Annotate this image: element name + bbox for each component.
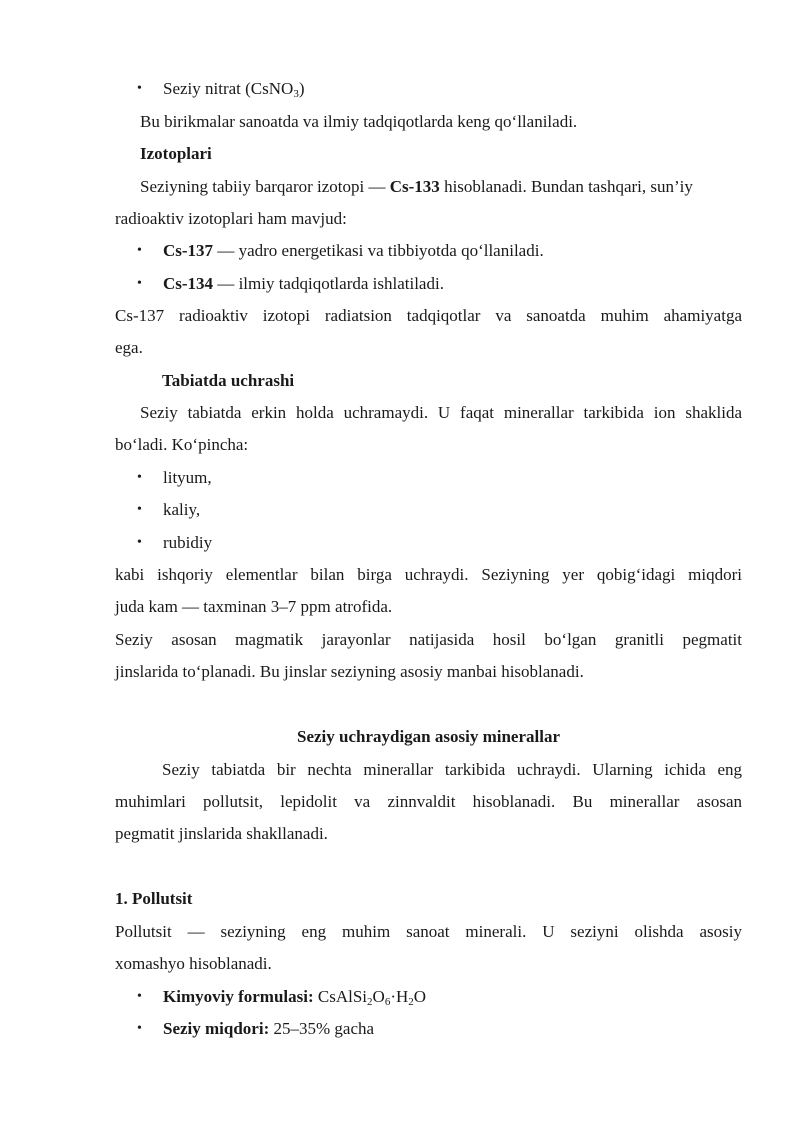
- list-item-cs137: [163, 241, 544, 261]
- paragraph-tabiatda-line2: bo‘ladi. Ko‘pincha:: [115, 435, 249, 454]
- heading-text: Izotoplari: [140, 144, 212, 163]
- paragraph-magmatik-line1: Seziy asosan magmatik jarayonlar natijasida hosil bo‘lgan granitli pegmatit: [115, 630, 742, 649]
- section-heading-minerallar: [115, 727, 742, 747]
- paragraph-pollutsit-line1: Pollutsit — seziyning eng muhim sanoat minerali. U seziyni olishda asosiy: [115, 922, 742, 941]
- formula-part: O: [413, 987, 427, 1006]
- bullet-icon: •: [137, 470, 142, 485]
- text-span: hisoblanadi. Bundan tashqari, sun’iy: [439, 177, 693, 196]
- list-item-cesium-nitrate: [163, 79, 305, 99]
- paragraph-minerallar-line1: Seziy tabiatda bir nechta minerallar tarkibida uchraydi. Ularning ichida eng: [162, 760, 742, 779]
- paragraph-compounds: Bu birikmalar sanoatda va ilmiy tadqiqotlarda keng qo‘llaniladi.: [140, 112, 578, 131]
- bold-label: Seziy miqdori:: [163, 1019, 270, 1038]
- paragraph-cs137-line2: ega.: [115, 338, 143, 357]
- list-item-kaliy: kaliy,: [163, 500, 201, 519]
- paragraph-minerallar-line2: muhimlari pollutsit, lepidolit va zinnvaldit hisoblanadi. Bu minerallar asosan: [115, 792, 742, 811]
- section-heading-izotoplari: [140, 144, 212, 164]
- list-item-rubidiy: rubidiy: [163, 533, 213, 552]
- bullet-icon: •: [137, 989, 142, 1004]
- list-item-cs134: [163, 274, 444, 294]
- bullet-icon: •: [137, 502, 142, 517]
- paragraph-tabiatda-line1: Seziy tabiatda erkin holda uchramaydi. U faqat minerallar tarkibida ion shaklida: [140, 403, 742, 422]
- subscript: 3: [293, 88, 299, 100]
- list-item-amount: [163, 1019, 374, 1039]
- heading-text: 1. Pollutsit: [115, 889, 193, 908]
- list-item-formula: [163, 987, 426, 1007]
- subscript: 6: [384, 996, 391, 1008]
- paragraph-ishqoriy-line1: kabi ishqoriy elementlar bilan birga uchraydi. Seziyning yer qobig‘idagi miqdori: [115, 565, 742, 584]
- list-item-text: Seziy nitrat (CsNO: [163, 79, 294, 98]
- heading-text: Tabiatda uchrashi: [162, 371, 295, 390]
- paragraph-ishqoriy-line2: juda kam — taxminan 3–7 ppm atrofida.: [115, 597, 393, 616]
- paragraph-cs137-line1: Cs-137 radioaktiv izotopi radiatsion tadqiqotlar va sanoatda muhim ahamiyatga: [115, 306, 742, 325]
- subscript: 2: [367, 996, 373, 1008]
- section-heading-tabiatda: [162, 371, 294, 391]
- bold-text: Cs-137: [163, 241, 214, 260]
- text-span: 25–35% gacha: [273, 1019, 375, 1038]
- formula-part: O: [372, 987, 385, 1006]
- bullet-icon: •: [137, 243, 142, 258]
- text-span: — ilmiy tadqiqotlarda ishlatiladi.: [213, 274, 444, 293]
- list-item-lityum: lityum,: [163, 468, 212, 487]
- section-heading-pollutsit: [115, 889, 192, 909]
- formula-part: CsAlSi: [317, 987, 368, 1006]
- formula-part: ·H: [390, 987, 409, 1006]
- bullet-icon: •: [137, 276, 142, 291]
- heading-text: Seziy uchraydigan asosiy minerallar: [296, 727, 561, 746]
- bullet-icon: •: [137, 1021, 142, 1036]
- text-span: Seziyning tabiiy barqaror izotopi —: [140, 177, 390, 196]
- bullet-icon: •: [137, 81, 142, 96]
- subscript: 2: [408, 996, 414, 1008]
- bold-text: Cs-134: [163, 274, 214, 293]
- text-span: — yadro energetikasi va tibbiyotda qo‘llaniladi.: [213, 241, 544, 260]
- bullet-icon: •: [137, 535, 142, 550]
- paragraph-izotoplari-line2: radioaktiv izotoplari ham mavjud:: [115, 209, 347, 228]
- paragraph-pollutsit-line2: xomashyo hisoblanadi.: [115, 954, 272, 973]
- list-item-text-close: ): [298, 79, 305, 98]
- paragraph-magmatik-line2: jinslarida to‘planadi. Bu jinslar seziyning asosiy manbai hisoblanadi.: [115, 662, 584, 681]
- paragraph-minerallar-line3: pegmatit jinslarida shakllanadi.: [115, 824, 328, 843]
- paragraph-izotoplari-line1: [140, 177, 693, 197]
- bold-label: Kimyoviy formulasi:: [163, 987, 314, 1006]
- bold-text: Cs-133: [389, 177, 440, 196]
